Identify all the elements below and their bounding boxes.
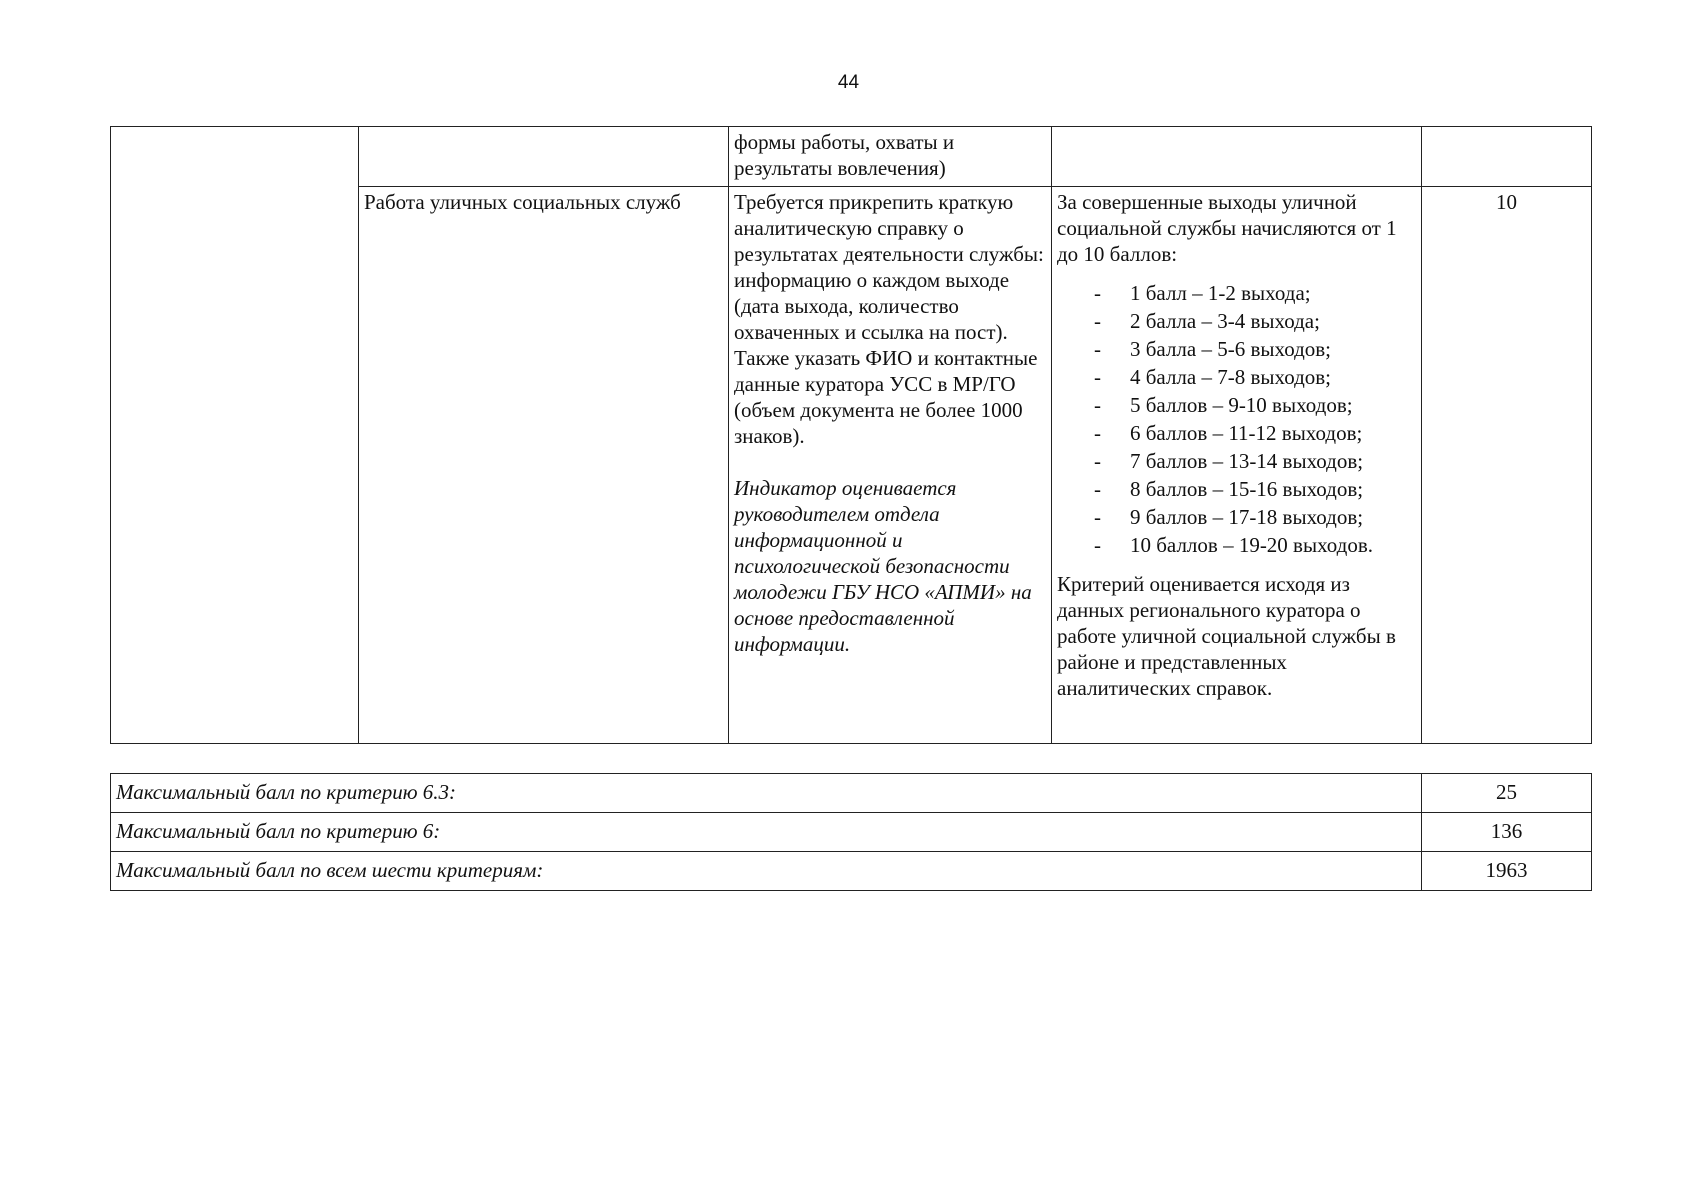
- total-value: 136: [1422, 813, 1592, 852]
- scoring-intro: За совершенные выходы уличной социальной службы начисляются от 1 до 10 баллов:: [1057, 190, 1397, 266]
- list-dash: -: [1094, 365, 1101, 389]
- total-label: Максимальный балл по всем шести критериям:: [111, 852, 1422, 891]
- list-item: - 8 баллов – 15-16 выходов;: [1094, 477, 1364, 501]
- list-dash: -: [1094, 505, 1101, 529]
- list-dash: -: [1094, 421, 1101, 445]
- criteria-table: [110, 126, 1592, 744]
- total-value: 1963: [1422, 852, 1592, 891]
- list-item: - 1 балл – 1-2 выхода;: [1094, 281, 1311, 305]
- description-cell: [729, 127, 1052, 187]
- list-item: - 7 баллов – 13-14 выходов;: [1094, 449, 1364, 473]
- page-number: 44: [837, 72, 860, 93]
- scoring-outro: Критерий оценивается исходя из данных регионального куратора о работе уличной социальной службы в районе и представленных аналитических справок.: [1057, 572, 1396, 700]
- table-row: [111, 813, 1592, 852]
- total-value: 25: [1422, 774, 1592, 813]
- list-dash: -: [1094, 337, 1101, 361]
- indicator-cell: [359, 127, 729, 187]
- list-item: - 3 балла – 5-6 выходов;: [1094, 337, 1332, 361]
- scoring-cell: [1052, 187, 1422, 744]
- criterion-cell: [111, 127, 359, 744]
- table-row: [111, 127, 1592, 187]
- indicator-cell: Работа уличных социальных служб: [359, 187, 729, 744]
- list-dash: -: [1094, 477, 1101, 501]
- list-dash: -: [1094, 533, 1101, 557]
- total-label: Максимальный балл по критерию 6:: [111, 813, 1422, 852]
- scoring-cell: [1052, 127, 1422, 187]
- list-item: - 2 балла – 3-4 выхода;: [1094, 309, 1320, 333]
- table-row: [111, 774, 1592, 813]
- list-dash: -: [1094, 449, 1101, 473]
- list-item: - 6 баллов – 11-12 выходов;: [1094, 421, 1363, 445]
- totals-table: [110, 773, 1592, 891]
- assessment-note: Индикатор оценивается руководителем отдела информационной и психологической безопасности молодежи ГБУ НСО «АПМИ» на основе предоставленной информации.: [734, 476, 1032, 656]
- list-dash: -: [1094, 309, 1101, 333]
- list-item: - 10 баллов – 19-20 выходов.: [1094, 533, 1374, 557]
- table-row: [111, 852, 1592, 891]
- score-cell: 10: [1422, 187, 1592, 744]
- description-cell: [729, 187, 1052, 744]
- list-item: - 9 баллов – 17-18 выходов;: [1094, 505, 1364, 529]
- score-cell: [1422, 127, 1592, 187]
- description-text: формы работы, охваты и результаты вовлечения): [734, 130, 955, 180]
- total-label: Максимальный балл по критерию 6.3:: [111, 774, 1422, 813]
- list-dash: -: [1094, 281, 1101, 305]
- list-item: - 5 баллов – 9-10 выходов;: [1094, 393, 1353, 417]
- description-text: Требуется прикрепить краткую аналитическую справку о результатах деятельности службы: информацию о каждом выходе (дата выхода, количество охваченных и ссылка на пост). Также указать ФИО и контактные данные куратора УСС в МР/ГО (объем документа не более 1000 знаков).: [734, 190, 1044, 448]
- scoring-list: [1057, 279, 1416, 559]
- list-dash: -: [1094, 393, 1101, 417]
- list-item: - 4 балла – 7-8 выходов;: [1094, 365, 1332, 389]
